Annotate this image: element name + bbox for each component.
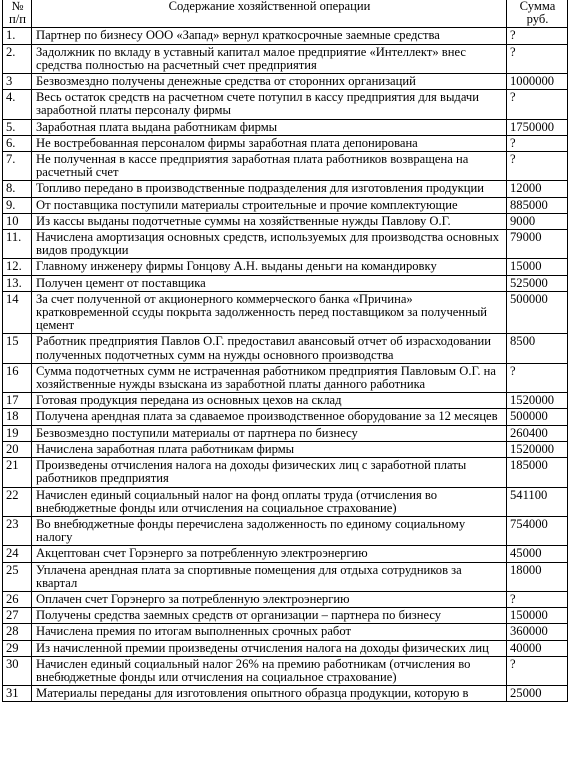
row-description: Сумма подотчетных сумм не истраченная работником предприятия Павловым О.Г. на хозяйственные нужды взыскана из заработной платы данного работника (32, 363, 507, 392)
row-description: Начислена заработная плата работникам фирмы (32, 441, 507, 457)
row-number: 12. (3, 259, 32, 275)
row-number: 14 (3, 291, 32, 334)
row-description: Партнер по бизнесу ООО «Запад» вернул краткосрочные заемные средства (32, 28, 507, 44)
row-sum: 40000 (507, 640, 568, 656)
row-sum: 1520000 (507, 441, 568, 457)
row-sum: 885000 (507, 197, 568, 213)
table-row (3, 640, 568, 656)
row-number: 8. (3, 181, 32, 197)
row-sum: 15000 (507, 259, 568, 275)
table-row (3, 213, 568, 229)
row-description: Оплачен счет Горэнерго за потребленную электроэнергию (32, 591, 507, 607)
row-number: 28 (3, 624, 32, 640)
table-row (3, 516, 568, 545)
table-header-row (3, 0, 568, 28)
row-description: Безвозмездно поступили материалы от партнера по бизнесу (32, 425, 507, 441)
row-number: 25 (3, 562, 32, 591)
row-description: Работник предприятия Павлов О.Г. предоставил авансовый отчет об израсходовании полученных подотчетных сумм на нужды основного производства (32, 334, 507, 363)
table-row (3, 135, 568, 151)
row-number: 3 (3, 74, 32, 90)
row-number: 30 (3, 656, 32, 685)
table-row (3, 656, 568, 685)
row-sum: 9000 (507, 213, 568, 229)
row-description: Получена арендная плата за сдаваемое производственное оборудование за 12 месяцев (32, 409, 507, 425)
row-sum: 18000 (507, 562, 568, 591)
row-number: 15 (3, 334, 32, 363)
row-description: Получены средства заемных средств от организации – партнера по бизнесу (32, 608, 507, 624)
table-row (3, 425, 568, 441)
table-row (3, 291, 568, 334)
row-description: Начислена премия по итогам выполненных срочных работ (32, 624, 507, 640)
table-row (3, 90, 568, 119)
row-sum: ? (507, 363, 568, 392)
row-description: Не востребованная персоналом фирмы заработная плата депонирована (32, 135, 507, 151)
row-number: 26 (3, 591, 32, 607)
row-number: 11. (3, 230, 32, 259)
table-row (3, 487, 568, 516)
table-row (3, 409, 568, 425)
table-row (3, 197, 568, 213)
row-description: Начислена амортизация основных средств, используемых для производства основных видов продукции (32, 230, 507, 259)
row-number: 23 (3, 516, 32, 545)
row-number: 7. (3, 152, 32, 181)
row-number: 1. (3, 28, 32, 44)
table-row (3, 441, 568, 457)
table-row (3, 624, 568, 640)
row-number: 22 (3, 487, 32, 516)
table-row (3, 74, 568, 90)
table-row (3, 334, 568, 363)
row-sum: ? (507, 656, 568, 685)
header-sum: Сумма руб. (507, 0, 568, 28)
row-sum: ? (507, 44, 568, 73)
table-row (3, 562, 568, 591)
row-sum: ? (507, 152, 568, 181)
row-number: 2. (3, 44, 32, 73)
row-number: 9. (3, 197, 32, 213)
row-description: Получен цемент от поставщика (32, 275, 507, 291)
row-description: Начислен единый социальный налог 26% на премию работникам (отчисления во внебюджетные фонды или отчисления на социальное страхование) (32, 656, 507, 685)
table-row (3, 275, 568, 291)
row-number: 31 (3, 686, 32, 702)
row-description: Заработная плата выдана работникам фирмы (32, 119, 507, 135)
table-row (3, 28, 568, 44)
row-sum: 79000 (507, 230, 568, 259)
row-sum: 500000 (507, 291, 568, 334)
header-number: № п/п (3, 0, 32, 28)
table-row (3, 230, 568, 259)
row-sum: 525000 (507, 275, 568, 291)
row-number: 6. (3, 135, 32, 151)
row-number: 4. (3, 90, 32, 119)
row-sum: ? (507, 591, 568, 607)
row-sum: ? (507, 135, 568, 151)
row-number: 21 (3, 458, 32, 487)
row-number: 20 (3, 441, 32, 457)
row-sum: 1750000 (507, 119, 568, 135)
row-description: За счет полученной от акционерного коммерческого банка «Причина» кратковременной ссуды покрыта задолженность перед поставщиком за полученный цемент (32, 291, 507, 334)
row-sum: 1000000 (507, 74, 568, 90)
row-number: 18 (3, 409, 32, 425)
table-row (3, 458, 568, 487)
row-description: Задолжник по вкладу в уставный капитал малое предприятие «Интеллект» внес средства полностью на расчетный счет предприятия (32, 44, 507, 73)
row-description: Безвозмездно получены денежные средства от сторонних организаций (32, 74, 507, 90)
table-row (3, 181, 568, 197)
table-row (3, 152, 568, 181)
row-sum: 12000 (507, 181, 568, 197)
row-description: Произведены отчисления налога на доходы физических лиц с заработной платы работников предприятия (32, 458, 507, 487)
row-number: 16 (3, 363, 32, 392)
row-description: Весь остаток средств на расчетном счете потупил в кассу предприятия для выдачи заработной платы персоналу фирмы (32, 90, 507, 119)
row-description: Из начисленной премии произведены отчисления налога на доходы физических лиц (32, 640, 507, 656)
row-description: Акцептован счет Горэнерго за потребленную электроэнергию (32, 546, 507, 562)
table-row (3, 44, 568, 73)
row-description: Материалы переданы для изготовления опытного образца продукции, которую в (32, 686, 507, 702)
row-number: 27 (3, 608, 32, 624)
row-number: 29 (3, 640, 32, 656)
row-sum: 25000 (507, 686, 568, 702)
row-description: Главному инженеру фирмы Гонцову А.Н. выданы деньги на командировку (32, 259, 507, 275)
row-number: 24 (3, 546, 32, 562)
row-sum: ? (507, 28, 568, 44)
row-number: 10 (3, 213, 32, 229)
row-sum: 260400 (507, 425, 568, 441)
row-description: Готовая продукция передана из основных цехов на склад (32, 393, 507, 409)
row-sum: 185000 (507, 458, 568, 487)
row-number: 19 (3, 425, 32, 441)
row-sum: 45000 (507, 546, 568, 562)
row-sum: ? (507, 90, 568, 119)
row-sum: 541100 (507, 487, 568, 516)
table-body (3, 28, 568, 702)
row-sum: 754000 (507, 516, 568, 545)
row-description: От поставщика поступили материалы строительные и прочие комплектующие (32, 197, 507, 213)
row-number: 17 (3, 393, 32, 409)
row-sum: 8500 (507, 334, 568, 363)
row-description: Не полученная в кассе предприятия заработная плата работников возвращена на расчетный счет (32, 152, 507, 181)
table-row (3, 591, 568, 607)
table-row (3, 546, 568, 562)
table-row (3, 608, 568, 624)
operations-table (2, 0, 568, 702)
row-description: Топливо передано в производственные подразделения для изготовления продукции (32, 181, 507, 197)
row-description: Уплачена арендная плата за спортивные помещения для отдыха сотрудников за квартал (32, 562, 507, 591)
row-description: Из кассы выданы подотчетные суммы на хозяйственные нужды Павлову О.Г. (32, 213, 507, 229)
row-description: Во внебюджетные фонды перечислена задолженность по единому социальному налогу (32, 516, 507, 545)
table-row (3, 686, 568, 702)
table-row (3, 393, 568, 409)
row-sum: 360000 (507, 624, 568, 640)
row-number: 5. (3, 119, 32, 135)
table-row (3, 259, 568, 275)
table-row (3, 119, 568, 135)
row-sum: 150000 (507, 608, 568, 624)
row-number: 13. (3, 275, 32, 291)
row-description: Начислен единый социальный налог на фонд оплаты труда (отчисления во внебюджетные фонды или отчисления на социальное страхование) (32, 487, 507, 516)
table-row (3, 363, 568, 392)
row-sum: 1520000 (507, 393, 568, 409)
row-sum: 500000 (507, 409, 568, 425)
header-content: Содержание хозяйственной операции (32, 0, 507, 28)
